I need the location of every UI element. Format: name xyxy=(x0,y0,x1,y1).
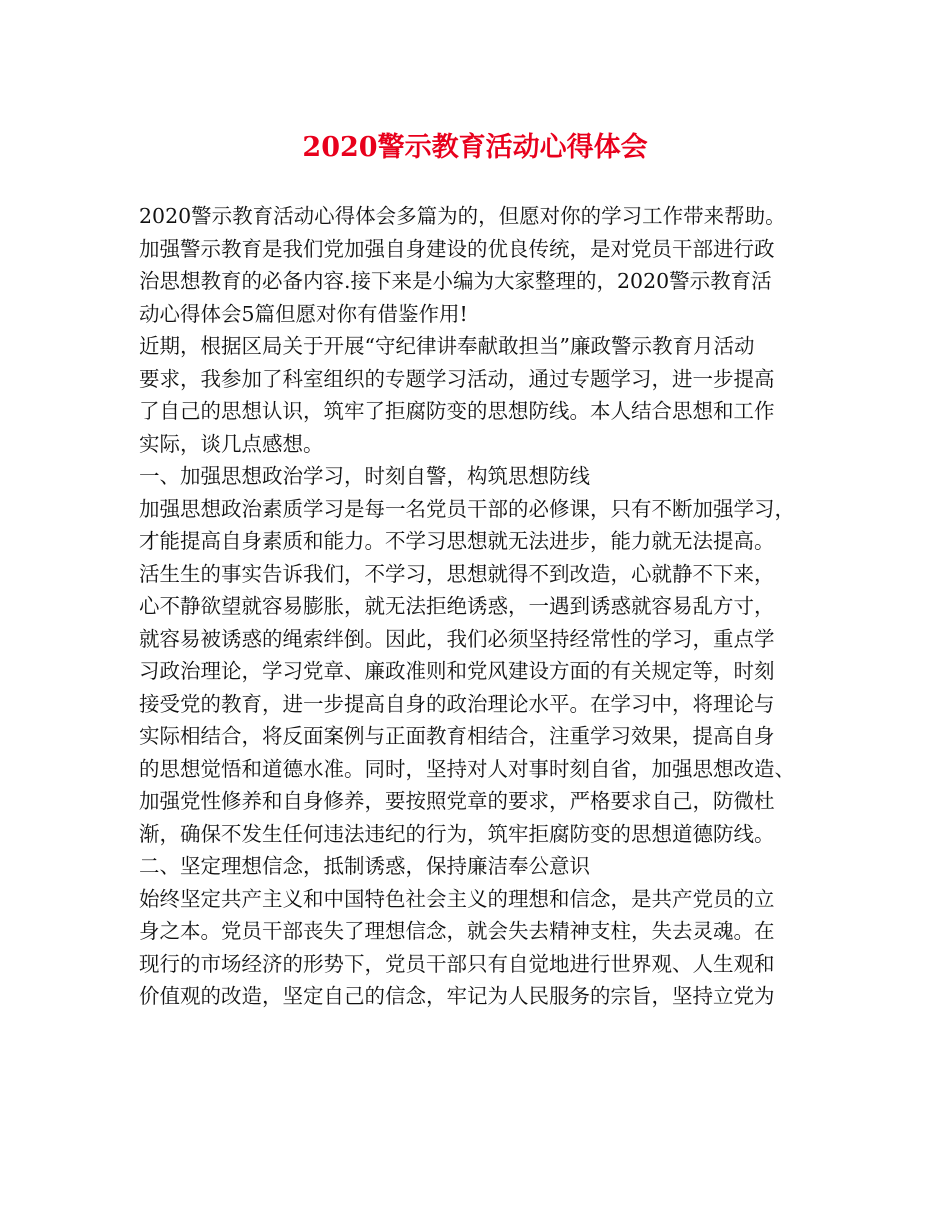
body-line: 了自己的思想认识，筑牢了拒腐防变的思想防线。本人结合思想和工作 xyxy=(139,399,775,423)
body-line: 现行的市场经济的形势下，党员干部只有自觉地进行世界观、人生观和 xyxy=(139,951,775,976)
body-line: 就容易被诱惑的绳索绊倒。因此，我们必须坚持经常性的学习，重点学 xyxy=(139,626,775,651)
section-heading: 二、坚定理想信念，抵制诱惑，保持廉洁奉公意识 xyxy=(139,854,590,878)
body-line: 实际相结合，将反面案例与正面教育相结合，注重学习效果，提高自身 xyxy=(139,724,775,748)
body-line: 实际，谈几点感想。 xyxy=(139,431,324,456)
body-line: 加强思想政治素质学习是每一名党员干部的必修课，只有不断加强学习， xyxy=(139,496,795,521)
document-title: 2020警示教育活动心得体会 xyxy=(302,132,648,163)
section-heading: 一、加强思想政治学习，时刻自警，构筑思想防线 xyxy=(139,464,590,488)
body-line: 近期，根据区局关于开展“守纪律讲奉献敢担当”廉政警示教育月活动 xyxy=(139,334,755,358)
body-line: 价值观的改造，坚定自己的信念，牢记为人民服务的宗旨，坚持立党为 xyxy=(139,984,775,1008)
body-line: 加强警示教育是我们党加强自身建设的优良传统，是对党员干部进行政 xyxy=(139,236,775,261)
body-line: 2020警示教育活动心得体会多篇为的，但愿对你的学习工作带来帮助。 xyxy=(139,204,786,228)
body-line: 身之本。党员干部丧失了理想信念，就会失去精神支柱，失去灵魂。在 xyxy=(139,919,775,943)
body-line: 习政治理论，学习党章、廉政准则和党风建设方面的有关规定等，时刻 xyxy=(139,659,775,683)
document-body xyxy=(139,200,821,1013)
body-line: 始终坚定共产主义和中国特色社会主义的理想和信念，是共产党员的立 xyxy=(139,886,775,911)
body-line: 才能提高自身素质和能力。不学习思想就无法进步，能力就无法提高。 xyxy=(139,529,775,553)
body-line: 心不静欲望就容易膨胀，就无法拒绝诱惑，一遇到诱惑就容易乱方寸， xyxy=(139,594,775,618)
body-line: 要求，我参加了科室组织的专题学习活动，通过专题学习，进一步提高 xyxy=(139,366,775,391)
body-line: 动心得体会5篇但愿对你有借鉴作用! xyxy=(139,301,468,326)
body-line: 接受党的教育，进一步提高自身的政治理论水平。在学习中，将理论与 xyxy=(139,691,775,716)
body-line: 活生生的事实告诉我们，不学习，思想就得不到改造，心就静不下来， xyxy=(139,561,775,586)
body-line: 治思想教育的必备内容.接下来是小编为大家整理的，2020警示教育活 xyxy=(139,269,772,293)
body-line: 渐，确保不发生任何违法违纪的行为，筑牢拒腐防变的思想道德防线。 xyxy=(139,821,775,846)
body-line: 的思想觉悟和道德水准。同时，坚持对人对事时刻自省，加强思想改造、 xyxy=(139,756,795,781)
body-line: 加强党性修养和自身修养，要按照党章的要求，严格要求自己，防微杜 xyxy=(139,789,775,813)
